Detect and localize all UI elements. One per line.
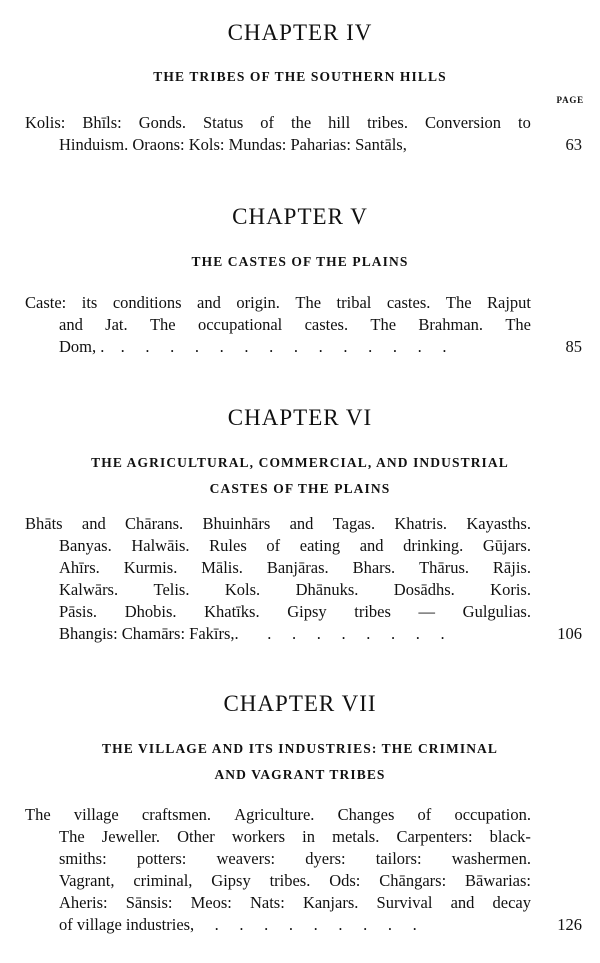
word: and	[59, 315, 83, 334]
word: Chāngars:	[379, 871, 447, 890]
word: Bhuinhārs	[202, 514, 271, 533]
word: its	[81, 293, 98, 312]
word: origin.	[236, 293, 280, 312]
chapter-iv-subtitle: THE TRIBES OF THE SOUTHERN HILLS	[153, 69, 447, 84]
word: and	[289, 514, 314, 533]
chapter-vi-subtitle-line-2: CASTES OF THE PLAINS	[209, 481, 391, 496]
word: Thārus.	[419, 558, 470, 577]
word: castes.	[304, 315, 349, 334]
word: The	[149, 315, 176, 334]
word: workers	[231, 827, 285, 846]
word: Kurmis.	[123, 558, 178, 577]
word: Aheris:	[59, 893, 108, 912]
word: The	[445, 293, 472, 312]
word: potters:	[136, 849, 187, 868]
word: Gulgulias.	[462, 602, 531, 621]
word: Rājis.	[492, 558, 531, 577]
chapter-vii-subtitle-line-1: THE VILLAGE AND ITS INDUSTRIES: THE CRIMINAL	[102, 741, 498, 756]
word: weavers:	[216, 849, 276, 868]
chapter-iv-page-number: 63	[565, 135, 582, 154]
word: conditions	[112, 293, 182, 312]
word: The	[370, 315, 397, 334]
chapter-vi-line-2	[59, 535, 531, 557]
dot-leader: . . . . . . . . . . . . . .	[112, 337, 447, 356]
word: Caste:	[25, 293, 67, 312]
word: metals.	[332, 827, 380, 846]
word: Jat.	[105, 315, 128, 334]
page-column-label: PAGE	[556, 95, 584, 105]
word: Meos:	[190, 893, 232, 912]
word: Bāwarias:	[465, 871, 531, 890]
word: Other	[177, 827, 215, 846]
word: Kols.	[224, 580, 261, 599]
word: eating	[299, 536, 341, 555]
word: the	[291, 113, 312, 132]
word: hill	[328, 113, 351, 132]
word: Kalwārs.	[59, 580, 119, 599]
word: Gipsy	[287, 602, 327, 621]
word: village	[73, 805, 119, 824]
chapter-iv-line-2: Hinduism. Oraons: Kols: Mundas: Paharias: Santāls,	[59, 135, 407, 154]
word: Gonds.	[138, 113, 186, 132]
word: Dhobis.	[124, 602, 177, 621]
word: and	[359, 536, 384, 555]
word: of	[417, 805, 432, 824]
word: Khatīks.	[204, 602, 260, 621]
word: Kanjars.	[302, 893, 359, 912]
chapter-vi-subtitle-line-1: THE AGRICULTURAL, COMMERCIAL, AND INDUSTRIAL	[91, 455, 509, 470]
word: Tagas.	[332, 514, 376, 533]
word: Conversion	[424, 113, 502, 132]
word: Telis.	[153, 580, 190, 599]
chapter-v-subtitle: THE CASTES OF THE PLAINS	[191, 254, 409, 269]
word: criminal,	[133, 871, 193, 890]
word: Carpenters:	[396, 827, 473, 846]
word: Kayasths.	[466, 514, 531, 533]
word: craftsmen.	[141, 805, 212, 824]
word: Agriculture.	[234, 805, 315, 824]
word: Dhānuks.	[295, 580, 359, 599]
word: to	[518, 113, 531, 132]
word: Ods:	[329, 871, 361, 890]
chapter-vi-line-4	[59, 579, 531, 601]
chapter-vii-page-number: 126	[557, 915, 582, 934]
word: Koris.	[490, 580, 531, 599]
chapter-vii-line-5	[59, 892, 531, 914]
word: Sānsis:	[125, 893, 173, 912]
chapter-vii-title: CHAPTER VII	[223, 691, 377, 716]
chapter-v-title: CHAPTER V	[232, 204, 368, 229]
word: Mālis.	[201, 558, 243, 577]
word: Banjāras.	[266, 558, 329, 577]
chapter-iv-title: CHAPTER IV	[227, 20, 373, 45]
chapter-vi-line-1	[25, 513, 531, 535]
word: tribes.	[269, 871, 311, 890]
word: Chārans.	[124, 514, 184, 533]
word: tribes.	[367, 113, 408, 132]
word: Bhars.	[352, 558, 396, 577]
word: The	[505, 315, 531, 334]
chapter-vii-line-6-text: of village industries,	[59, 915, 195, 934]
word: Status	[202, 113, 244, 132]
chapter-v-page-number: 85	[565, 337, 582, 356]
word: Rajput	[487, 293, 531, 312]
chapter-vi-line-5	[59, 601, 531, 623]
word: smiths:	[59, 849, 107, 868]
chapter-vii-line-6	[59, 914, 531, 936]
word: Halwāis.	[131, 536, 190, 555]
word: occupation.	[454, 805, 531, 824]
word: dyers:	[305, 849, 346, 868]
word: of	[260, 113, 275, 132]
chapter-v-line-1	[25, 292, 531, 314]
word: of	[266, 536, 281, 555]
word: black-	[489, 827, 531, 846]
chapter-vii-line-1	[25, 804, 531, 826]
word: Bhāts	[25, 514, 63, 533]
word: Khatris.	[394, 514, 448, 533]
word: washermen.	[451, 849, 531, 868]
word: Survival	[376, 893, 433, 912]
word: The	[25, 805, 51, 824]
word: The	[59, 827, 85, 846]
chapter-vi-line-6-text: Bhangis: Chamārs: Fakīrs,.	[59, 624, 239, 643]
word: tribes	[354, 602, 391, 621]
word: Bhīls:	[82, 113, 122, 132]
dot-leader: . . . . . . . . .	[202, 915, 417, 934]
word: The	[295, 293, 322, 312]
chapter-vi-title: CHAPTER VI	[227, 405, 373, 430]
chapter-vii-line-4	[59, 870, 531, 892]
chapter-iv-line-1	[25, 112, 531, 134]
word: Brahman.	[418, 315, 484, 334]
chapter-v-line-3-text: Dom, .	[59, 337, 105, 356]
word: Vagrant,	[59, 871, 115, 890]
word: Kolis:	[25, 113, 66, 132]
word: Ahīrs.	[59, 558, 100, 577]
word: Pāsis.	[59, 602, 98, 621]
word: —	[418, 602, 436, 621]
chapter-vii-line-3	[59, 848, 531, 870]
chapter-vi-line-3	[59, 557, 531, 579]
word: occupational	[197, 315, 283, 334]
word: tribal	[336, 293, 372, 312]
word: and	[81, 514, 106, 533]
word: castes.	[386, 293, 431, 312]
chapter-vii-subtitle-line-2: AND VAGRANT TRIBES	[214, 767, 386, 782]
word: decay	[492, 893, 531, 912]
word: drinking.	[403, 536, 464, 555]
chapter-v-line-3	[59, 336, 531, 358]
word: Banyas.	[59, 536, 112, 555]
word: Jeweller.	[101, 827, 160, 846]
word: Gipsy	[211, 871, 251, 890]
word: Gūjars.	[482, 536, 531, 555]
chapter-vii-line-2	[59, 826, 531, 848]
chapter-vi-page-number: 106	[557, 624, 582, 643]
chapter-vi-line-6	[59, 623, 531, 645]
word: Rules	[209, 536, 247, 555]
word: Nats:	[249, 893, 285, 912]
word: tailors:	[375, 849, 422, 868]
chapter-v-line-2	[59, 314, 531, 336]
word: Changes	[337, 805, 395, 824]
word: and	[450, 893, 475, 912]
word: in	[302, 827, 315, 846]
dot-leader: . . . . . . . .	[246, 624, 445, 643]
word: and	[197, 293, 221, 312]
word: Dosādhs.	[393, 580, 455, 599]
